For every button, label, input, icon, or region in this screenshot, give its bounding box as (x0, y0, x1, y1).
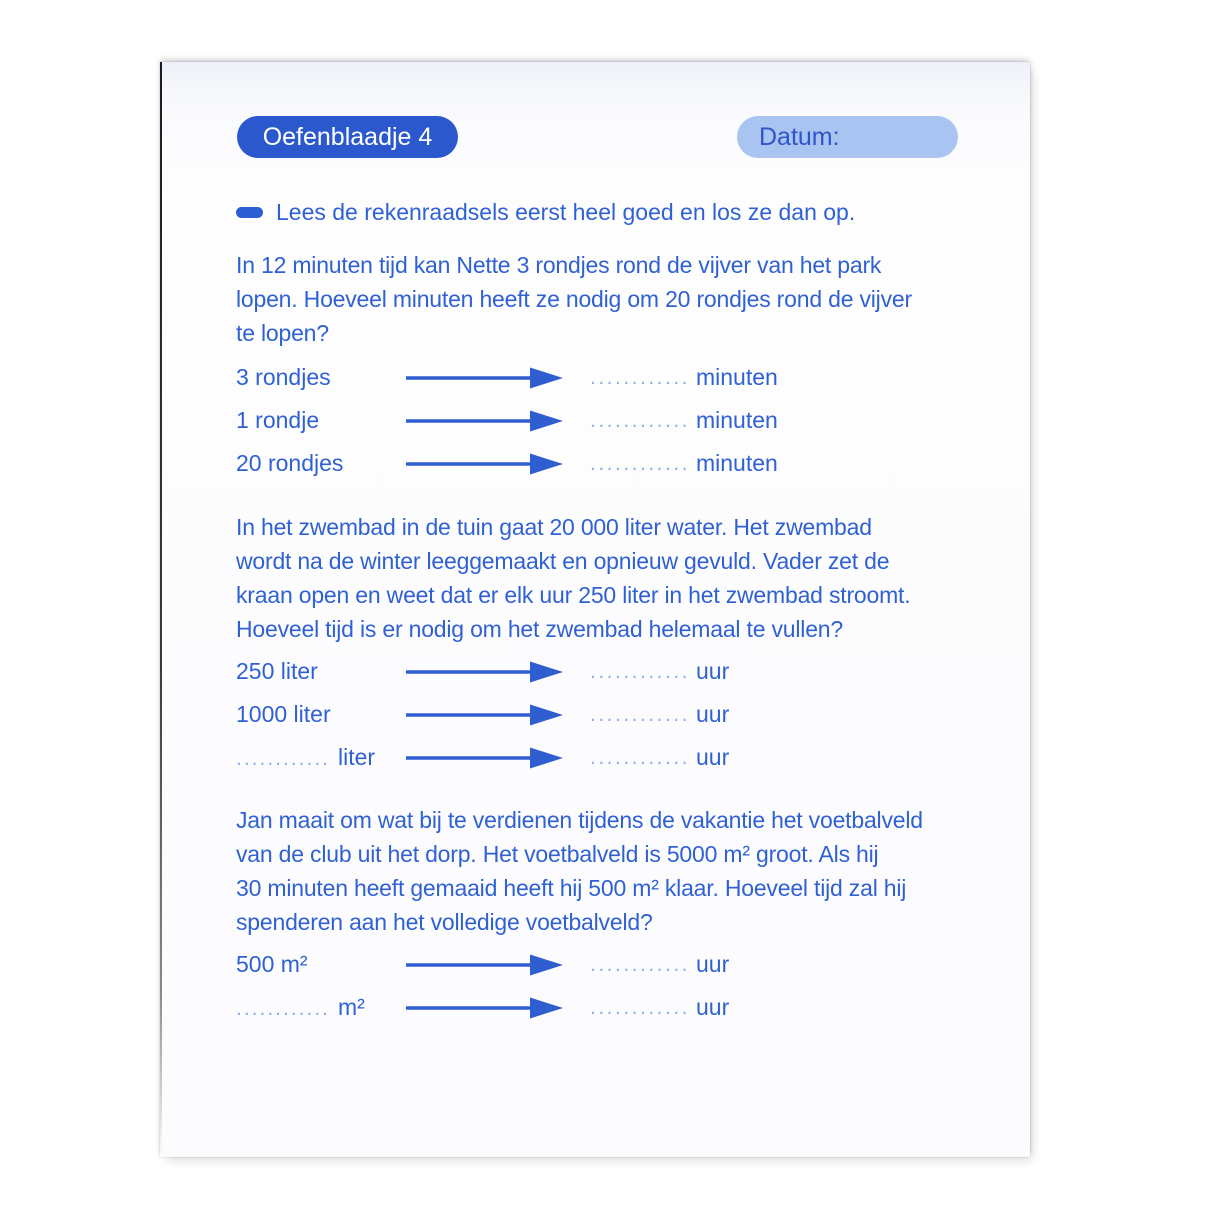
answer-dots: ............ (590, 995, 691, 1019)
row-label: 1 rondje (236, 407, 320, 433)
problem-3-line-4: spenderen aan het volledige voetbalveld? (236, 909, 653, 935)
instruction-row (236, 199, 855, 226)
problem-1-line-1: In 12 minuten tijd kan Nette 3 rondjes rond de vijver van het park (236, 252, 882, 278)
row-label: 1000 liter (236, 701, 331, 727)
problem-1-mapping-rows (236, 356, 778, 485)
date-pill (737, 116, 958, 158)
mapping-row (236, 356, 778, 399)
answer-dots: ............ (590, 702, 691, 726)
dash-bullet-icon (236, 207, 263, 218)
mapping-row (236, 650, 729, 693)
problem-3-mapping-rows (236, 943, 729, 1029)
row-label: 250 liter (236, 658, 318, 684)
mapping-row (236, 943, 729, 986)
arrow-icon (404, 746, 564, 770)
problem-3-paragraph (236, 803, 923, 939)
worksheet-title: Oefenblaadje 4 (262, 122, 433, 151)
mapping-row (236, 986, 729, 1029)
problem-2-line-3: kraan open en weet dat er elk uur 250 liter in het zwembad stroomt. (236, 582, 911, 608)
problem-2-line-4: Hoeveel tijd is er nodig om het zwembad helemaal te vullen? (236, 616, 843, 642)
answer-dots: ............ (590, 408, 691, 432)
problem-1-line-3: te lopen? (236, 320, 329, 346)
row-unit: uur (696, 951, 730, 977)
answer-dots: ............ (590, 952, 691, 976)
answer-dots: ............ (590, 659, 691, 683)
answer-dots: ............ (236, 747, 331, 770)
row-label: 3 rondjes (236, 364, 331, 390)
answer-dots: ............ (590, 365, 691, 389)
problem-3-line-3: 30 minuten heeft gemaaid heeft hij 500 m² klaar. Hoeveel tijd zal hij (236, 875, 907, 901)
row-unit: uur (696, 701, 730, 727)
row-label: ............ m² (236, 994, 365, 1020)
mapping-row (236, 693, 729, 736)
row-label: 500 m² (236, 951, 308, 977)
answer-dots: ............ (590, 745, 691, 769)
problem-1-line-2: lopen. Hoeveel minuten heeft ze nodig om 20 rondjes rond de vijver (236, 286, 912, 312)
arrow-icon (404, 366, 564, 390)
arrow-icon (404, 660, 564, 684)
instruction-text: Lees de rekenraadsels eerst heel goed en los ze dan op. (276, 199, 856, 225)
problem-2-paragraph (236, 510, 910, 646)
mapping-row (236, 736, 729, 779)
date-label: Datum: (759, 122, 840, 151)
worksheet-title-pill (237, 116, 458, 158)
arrow-icon (404, 452, 564, 476)
arrow-icon (404, 996, 564, 1020)
mapping-row (236, 442, 778, 485)
problem-3-line-1: Jan maait om wat bij te verdienen tijdens de vakantie het voetbalveld (236, 807, 923, 833)
answer-dots: ............ (236, 997, 331, 1020)
problem-1-paragraph (236, 248, 912, 350)
mapping-row (236, 399, 778, 442)
worksheet-page (160, 62, 1030, 1157)
problem-2-line-1: In het zwembad in de tuin gaat 20 000 liter water. Het zwembad (236, 514, 872, 540)
arrow-icon (404, 409, 564, 433)
row-unit: minuten (696, 407, 778, 433)
row-unit: uur (696, 658, 730, 684)
row-unit: minuten (696, 450, 778, 476)
row-label: ............ liter (236, 744, 376, 770)
row-unit: uur (696, 994, 730, 1020)
answer-dots: ............ (590, 451, 691, 475)
problem-2-mapping-rows (236, 650, 729, 779)
problem-3-line-2: van de club uit het dorp. Het voetbalveld is 5000 m² groot. Als hij (236, 841, 879, 867)
row-unit: minuten (696, 364, 778, 390)
arrow-icon (404, 703, 564, 727)
arrow-icon (404, 953, 564, 977)
row-label: 20 rondjes (236, 450, 344, 476)
row-unit: uur (696, 744, 730, 770)
problem-2-line-2: wordt na de winter leeggemaakt en opnieuw gevuld. Vader zet de (236, 548, 890, 574)
